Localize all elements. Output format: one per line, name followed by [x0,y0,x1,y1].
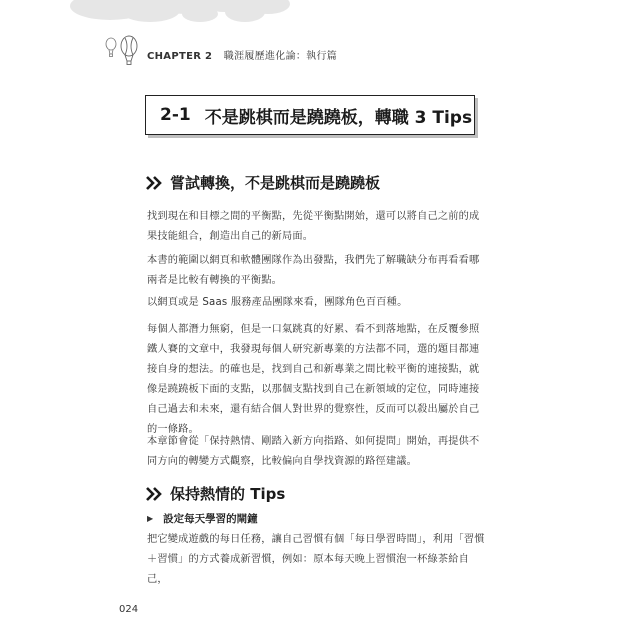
paragraph-2: 本書的範圍以網頁和軟體團隊作為出發點，我們先了解職缺分布再看看哪兩者是比較有轉換的平衡點。 [147,255,480,286]
double-chevron-icon [146,176,164,190]
chapter-label: CHAPTER 2 [147,51,213,62]
paragraph-4: 每個人都潛力無窮，但是一口氣跳真的好累、看不到落地點，在反覆參照鐵人賽的文章中，我發現每個人研究新專業的方法都不同，選的題目都連接自身的想法。的確也是，找到自己和新專業之間比較平衡的連接點，就像是蹺蹺板下面的支點，以那個支點找到自己在新領域的定位，同時連接自己過去和未來，還有結合個人對世界的覺察性，反而可以殺出屬於自己的一條路。 [147,324,480,435]
chapter-title: 職涯履歷進化論：執行篇 [223,51,338,62]
paragraph-1: 找到現在和目標之間的平衡點，先從平衡點開始，還可以將自己之前的成果技能組合，創造出自己的新局面。 [147,211,480,242]
triangle-bullet-icon: ▶ [147,514,154,523]
item-heading [147,511,258,526]
paragraph-5: 本章節會從「保持熱情、剛踏入新方向指路、如何提問」開始，再提供不同方向的轉變方式觀察，比較偏向自學找資源的路徑建議。 [147,436,480,467]
section-title: 不是跳棋而是蹺蹺板，轉職 3 Tips [204,107,473,128]
double-chevron-icon [146,487,164,501]
section-number: 2-1 [160,105,191,125]
item-title: 設定每天學習的閘鐘 [163,513,258,525]
chapter-header [147,47,337,62]
paragraph-6: 把它變成遊戲的每日任務，讓自己習慣有個「每日學習時間」，利用「習慣＋習慣」的方式養成新習慣，例如：原本每天晚上習慣泡一杯綠茶給自己， [147,534,485,585]
subsection-title-1: 嘗試轉換，不是跳棋而是蹺蹺板 [170,174,381,192]
subsection-heading-1 [146,172,380,193]
subsection-title-2: 保持熱情的 Tips [170,485,286,503]
page-number: 024 [119,604,139,615]
section-title-box [145,95,475,135]
paragraph-3: 以網頁或是 Saas 服務產品團隊來看，團隊角色百百種。 [147,297,408,308]
cloud-balloon-icon [0,0,640,75]
subsection-heading-2 [146,483,285,504]
